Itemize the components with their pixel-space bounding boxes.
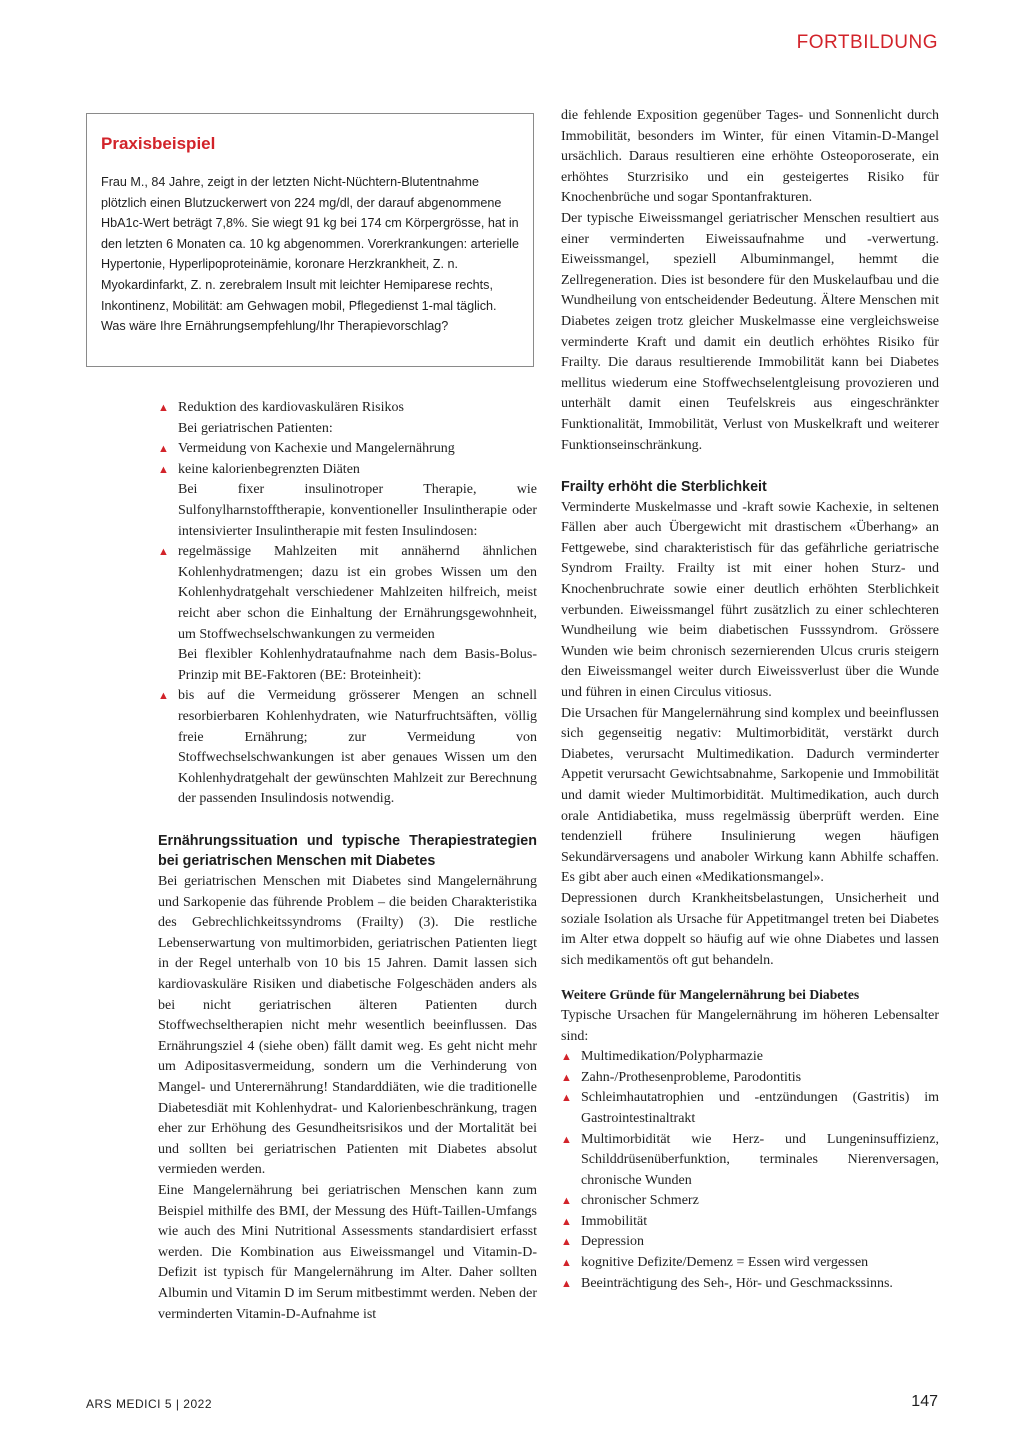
list-item: ▲ chronischer Schmerz	[561, 1191, 939, 1212]
bullet-list-2	[158, 439, 537, 480]
list-item: ▲ Immobilität	[561, 1212, 939, 1233]
list-item: ▲ Multimorbidität wie Herz- und Lungeninsuffizienz, Schilddrüsenüberfunktion, terminales Nierenversagen, chronische Wunden	[561, 1130, 939, 1192]
section-heading: Frailty erhöht die Sterblichkeit	[561, 479, 767, 496]
list-item: ▲ keine kalorienbegrenzten Diäten	[158, 460, 537, 481]
journal-issue: ARS MEDICI 5 | 2022	[86, 1397, 212, 1411]
section-label: FORTBILDUNG	[796, 32, 938, 53]
list-item: ▲ Vermeidung von Kachexie und Mangelernährung	[158, 439, 537, 460]
paragraph: Depressionen durch Krankheitsbelastungen, Unsicherheit und soziale Isolation als Ursache für Appetitmangel treten bei Diabetes im Alter etwa doppelt so häufig auf wie ohne Diabetes und lassen sich medikamentös oft gut behandeln.	[561, 890, 939, 968]
case-example-title: Praxisbeispiel	[101, 134, 216, 153]
list-item: ▲ Depression	[561, 1232, 939, 1253]
paragraph: Verminderte Muskelmasse und -kraft sowie Kachexie, in seltenen Fällen aber auch Übergewicht mit drastischem «Überhang» an Fettgewebe, sind charakteristisch für das gefährliche geriatrische Syndrom Frailty. Frailty ist mit einer hohen Sturz- und Knochenbruchrate sowie einer deutlich erhöhten Sterblichkeit verbunden. Eiweissmangel führt zusätzlich zu einer schlechteren Wundheilung wie beim diabetischen Fusssyndrom. Grössere Wunden wie beim chronisch sezernierenden Ulcus cruris steigern den Eiweissmangel weiter durch Eiweissverlust über die Wunde und führen in einen Circulus vitiosus.	[561, 499, 939, 701]
list-item: ▲ Beeinträchtigung des Seh-, Hör- und Geschmackssinns.	[561, 1274, 939, 1295]
left-column	[158, 398, 537, 1325]
list-item: ▲ kognitive Defizite/Demenz = Essen wird vergessen	[561, 1253, 939, 1274]
paragraph: Eine Mangelernährung bei geriatrischen Menschen kann zum Beispiel mithilfe des BMI, der Messung des Hüft-Taillen-Umfangs wie auch des Mini Nutritional Assessments standardisiert erfasst werden. Die Kombination aus Eiweissmangel und Vitamin-D-Defizit ist typisch für Mangelernährung im Alter. Daher sollten Albumin und Vitamin D im Serum mitbestimmt werden. Neben der verminderten Vitamin-D-Aufnahme ist	[158, 1182, 537, 1322]
list-item: ▲ bis auf die Vermeidung grösserer Mengen an schnell resorbierbaren Kohlenhydraten, wie Naturfruchtsäften, völlig freie Ernährung; zur Vermeidung von Stoffwechselschwankungen ist aber genaues Wissen um den Kohlenhydratgehalt der gewünschten Mahlzeit zur Berechnung der passenden Insulindosis notwendig.	[158, 686, 537, 810]
paragraph: Typische Ursachen für Mangelernährung im höheren Lebensalter sind:	[561, 1007, 939, 1044]
bullet-list-1	[158, 398, 537, 419]
paragraph: Die Ursachen für Mangelernährung sind komplex und beeinflussen sich gegenseitig negativ: Multimorbidität, verstärkt durch Diabetes, verursacht Multimedikation. Dadurch verminderter Appetit verursacht Gewichtsabnahme, Sarkopenie und Immobilität und damit wieder Multimorbidität. Multimedikation, auch durch orale Antidiabetika, muss regelmässig überprüft werden. Eine tendenziell frühere Insulinierung wegen häufigen Sekundärversagens und anaboler Wirkung kann Abhilfe schaffen. Es gibt aber auch einen «Medikationsmangel».	[561, 705, 939, 886]
list-item: ▲ Reduktion des kardiovaskulären Risikos	[158, 398, 537, 419]
right-column	[561, 106, 939, 1294]
list-item: ▲ Multimedikation/Polypharmazie	[561, 1047, 939, 1068]
page-number: 147	[911, 1393, 938, 1410]
list-item: ▲ regelmässige Mahlzeiten mit annähernd ähnlichen Kohlenhydratmengen; dazu ist ein grobes Wissen um den Kohlenhydratgehalt verschiedener Mahlzeiten hilfreich, meist reicht aber schon die Einhaltung der Ernährungsgewohnheit, um Stoffwechselschwankungen zu vermeiden	[158, 542, 537, 645]
causes-list	[561, 1047, 939, 1294]
paragraph: Der typische Eiweissmangel geriatrischer Menschen resultiert aus einer verminderten Eiweissaufnahme und -verwertung. Eiweissmangel, speziell Albuminmangel, hemmt die Zellregeneration. Dies ist besondere für den Muskelaufbau und die Wundheilung von entscheidender Bedeutung. Ältere Menschen mit Diabetes zeigen trotz gleicher Muskelmasse eine vergleichsweise verminderte Kraft und damit ein deutlich erhöhtes Risiko für Frailty. Die daraus resultierende Immobilität kann bei Diabetes mellitus wiederum eine Stoffwechselentgleisung provozieren und unterhält damit einen Teufelskreis aus eingeschränkter Funktionalität, Immobilität, Verlust von Muskelkraft und weiterer Funktionseinschränkung.	[561, 210, 939, 453]
subheading-fixed-therapy: Bei fixer insulinotroper Therapie, wie Sulfonylharnstofftherapie, konventioneller Insulintherapie oder intensivierter Insulintherapie mit festen Insulindosen:	[178, 482, 537, 539]
bullet-list-3	[158, 542, 537, 645]
case-example-text: Frau M., 84 Jahre, zeigt in der letzten Nicht-Nüchtern-Blutentnahme plötzlich einen Blutzuckerwert von 224 mg/dl, der darauf abgenommene HbA1c-Wert beträgt 7,8%. Sie wiegt 91 kg bei 174 cm Körpergrösse, hat in den letzten 6 Monaten ca. 10 kg abgenommen. Vorerkrankungen: arterielle Hypertonie, Hyperlipoproteinämie, koronare Herzkrankheit, Z. n. Myokardinfarkt, Z. n. zerebralem Insult mit leichter Hemiparese rechts, Inkontinenz, Mobilität: am Gehwagen mobil, Pflegedienst 1-mal täglich. Was wäre Ihre Ernährungsempfehlung/Ihr Therapievorschlag?	[101, 175, 519, 334]
list-item: ▲ Zahn-/Prothesenprobleme, Parodontitis	[561, 1068, 939, 1089]
paragraph: Bei geriatrischen Menschen mit Diabetes sind Mangelernährung und Sarkopenie das führende Problem – die beiden Charakteristika des Gebrechlichkeitssyndroms (Frailty) (3). Die restliche Lebenserwartung von multimorbiden, geriatrischen Patienten liegt in der Regel unterhalb von 10 bis 15 Jahren. Damit lassen sich kardiovaskuläre Risiken und diabetische Folgeschäden anders als bei nicht geriatrischen älteren Patienten durch Stoffwechseltherapien nicht mehr wesentlich beeinflussen. Das Ernährungsziel 4 (siehe oben) fällt damit weg. Es geht nicht mehr um Adipositasvermeidung, sondern um die Verhinderung von Mangel- und Unterernährung! Standarddiäten, wie die traditionelle Diabetesdiät mit Kohlenhydrat- und Kalorienbeschränkung, tragen eher zur Erhöhung des Gesundheitsrisikos und der Mortalität bei und sollten bei geriatrischen Patienten mit Diabetes absolut vermieden werden.	[158, 874, 537, 1178]
subsection-heading: Weitere Gründe für Mangelernährung bei Diabetes	[561, 987, 860, 1003]
section-heading: Ernährungssituation und typische Therapiestrategien bei geriatrischen Menschen mit Diabetes	[158, 832, 537, 870]
bullet-list-4	[158, 686, 537, 810]
subheading-flexible-intake: Bei flexibler Kohlenhydrataufnahme nach dem Basis-Bolus-Prinzip mit BE-Faktoren (BE: Broteinheit):	[178, 647, 537, 683]
case-example-box	[86, 113, 534, 367]
paragraph: die fehlende Exposition gegenüber Tages- und Sonnenlicht durch Immobilität, besonders im Winter, für einen Vitamin-D-Mangel ursächlich. Daraus resultieren eine erhöhte Osteoporoserate, ein erhöhtes Sturzrisiko und ein gesteigertes Risiko für Knochenbrüche und sogar Spontanfrakturen.	[561, 108, 939, 206]
subheading-geriatric: Bei geriatrischen Patienten:	[178, 420, 333, 436]
list-item: ▲ Schleimhautatrophien und -entzündungen (Gastritis) im Gastrointestinaltrakt	[561, 1088, 939, 1129]
